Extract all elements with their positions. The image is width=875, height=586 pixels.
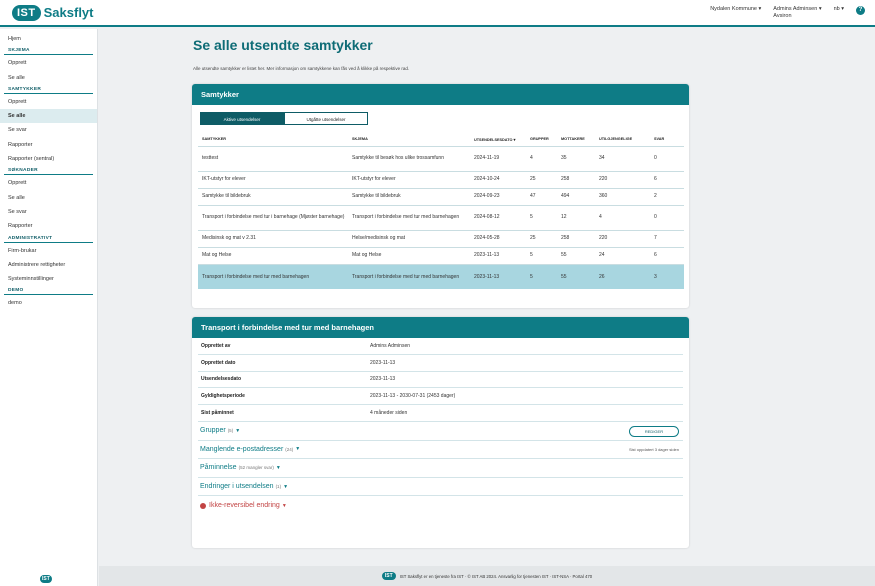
detail-label: Opprettet av: [201, 342, 231, 349]
consents-card: [192, 84, 689, 308]
footer: [99, 566, 875, 586]
sidebar-item-samtykker-rapporter-sentral[interactable]: Rapporter (sentral): [8, 156, 55, 163]
consents-tabs: [200, 112, 368, 125]
detail-value: 2023-11-13 - 2030-07-31 (2453 dager): [370, 393, 456, 400]
cell-dato: 2024-08-12: [470, 205, 526, 230]
cell-samtykke: Mat og Helse: [198, 247, 348, 264]
cell-samtykke: testtest: [198, 146, 348, 171]
sidebar-item-systeminnstillinger[interactable]: Systeminnstillinger: [8, 276, 54, 283]
sidebar-item-samtykker-se-alle[interactable]: Se alle: [0, 109, 97, 123]
cell-svar: 2: [650, 188, 684, 205]
app-logo[interactable]: [12, 5, 94, 21]
cell-dato: 2023-11-13: [470, 247, 526, 264]
cell-skjema: Transport i forbindelse med tur med barnehagen: [348, 205, 470, 230]
cell-utilgjengelige: 360: [595, 188, 650, 205]
accordion-groups-label: Grupper: [200, 427, 226, 435]
accordion-changes-label: Endringer i utsendelsen: [200, 483, 274, 491]
col-header-dato[interactable]: UTSENDELSESDATO ▾: [474, 137, 516, 142]
sidebar-item-demo[interactable]: demo: [8, 300, 22, 307]
last-updated-note: Sist oppdatert 3 dager siden: [628, 446, 679, 452]
cell-utilgjengelige: 24: [595, 247, 650, 264]
sidebar-section-demo: DEMO: [4, 286, 93, 295]
sidebar-item-samtykker-se-svar[interactable]: Se svar: [8, 127, 27, 134]
sidebar-item-home[interactable]: Hjem: [8, 36, 21, 42]
accordion-reminder-count: (52 mangler svar): [238, 465, 274, 471]
detail-label: Opprettet dato: [201, 359, 236, 366]
accordion-missing-label: Manglende e-postadresser: [200, 445, 284, 453]
edit-groups-button[interactable]: REDIGER: [629, 426, 679, 437]
detail-row-last-reminded: [198, 405, 683, 422]
cell-svar: 6: [650, 247, 684, 264]
sidebar-item-firm-brukar[interactable]: Firm-brukar: [8, 247, 37, 254]
accordion-groups[interactable]: [198, 422, 683, 441]
detail-row-validity: [198, 388, 683, 405]
cell-skjema: Helse/medisinsk og mat: [348, 230, 470, 247]
detail-card: [192, 317, 689, 548]
chevron-down-icon: ▼: [275, 464, 281, 471]
cell-grupper: 5: [526, 247, 557, 264]
main-content: [99, 29, 875, 586]
col-header-samtykker[interactable]: SAMTYKKER: [202, 137, 227, 142]
detail-value: 2023-11-13: [370, 376, 396, 383]
chevron-down-icon: ▼: [283, 483, 289, 490]
cell-dato: 2024-10-24: [470, 171, 526, 188]
cell-svar: 3: [650, 264, 684, 289]
cell-samtykke: Transport i forbindelse med tur med barnehagen: [198, 264, 348, 289]
cell-svar: 0: [650, 146, 684, 171]
cell-dato: 2024-11-19: [470, 146, 526, 171]
user-menu[interactable]: [773, 6, 821, 20]
accordion-missing-count: (24): [285, 446, 294, 452]
cell-skjema: Samtykke til besøk hos ulike trossamfunn: [348, 146, 470, 171]
cell-mottakere: 494: [557, 188, 595, 205]
logo-badge: IST: [12, 5, 41, 21]
sidebar-item-soknader-opprett[interactable]: Opprett: [8, 180, 27, 187]
help-icon[interactable]: ?: [856, 6, 865, 15]
col-header-mottakere[interactable]: MOTTAKERE: [561, 137, 585, 142]
cell-grupper: 47: [526, 188, 557, 205]
detail-card-header: Transport i forbindelse med tur med barnehagen: [192, 317, 689, 338]
cell-samtykke: Samtykke til bildebruk: [198, 188, 348, 205]
sidebar-footer-logo: IST: [42, 576, 50, 582]
accordion-irreversible[interactable]: [198, 496, 683, 515]
cell-samtykke: Medisinsk og mat v 2.31: [198, 230, 348, 247]
detail-row-send-date: [198, 372, 683, 389]
cell-dato: 2024-09-23: [470, 188, 526, 205]
accordion-changes-count: (1): [275, 484, 282, 490]
cell-skjema: IKT-utstyr for elever: [348, 171, 470, 188]
user-name: Admins Adminsen ▾: [773, 6, 822, 12]
cell-skjema: Samtykke til bildebruk: [348, 188, 470, 205]
cell-dato: 2024-05-28: [470, 230, 526, 247]
logo-text: Saksflyt: [43, 5, 94, 20]
cell-grupper: 4: [526, 146, 557, 171]
chevron-down-icon: ▼: [295, 446, 301, 453]
cell-dato: 2023-11-13: [470, 264, 526, 289]
col-header-svar[interactable]: SVAR: [654, 137, 665, 142]
cell-mottakere: 35: [557, 146, 595, 171]
cell-utilgjengelige: 26: [595, 264, 650, 289]
table-row[interactable]: [198, 188, 684, 205]
detail-row-created-date: [198, 355, 683, 372]
table-row[interactable]: [198, 146, 684, 171]
col-header-utilgjengelige[interactable]: UTILGJENGELIGE: [599, 137, 633, 142]
consents-table: [198, 133, 684, 289]
accordion-reminder-label: Påminnelse: [200, 464, 237, 472]
detail-value: Admins Adminsen: [370, 342, 411, 349]
col-header-skjema[interactable]: SKJEMA: [352, 137, 368, 142]
cell-samtykke: IKT-utstyr for elever: [198, 171, 348, 188]
cell-utilgjengelige: 220: [595, 230, 650, 247]
footer-logo: IST: [382, 572, 396, 580]
detail-label: Sist påminnet: [201, 410, 234, 417]
top-bar: [0, 0, 875, 27]
detail-label: Gyldighetsperiode: [201, 393, 245, 400]
table-row[interactable]: [198, 205, 684, 230]
table-row-selected[interactable]: [198, 264, 684, 289]
cell-mottakere: 258: [557, 230, 595, 247]
sidebar-item-rettigheter[interactable]: Administrere rettigheter: [8, 261, 66, 268]
chevron-down-icon: ▼: [281, 502, 287, 509]
cell-utilgjengelige: 4: [595, 205, 650, 230]
cell-mottakere: 55: [557, 264, 595, 289]
chevron-down-icon: ▼: [235, 427, 241, 434]
cell-grupper: 5: [526, 205, 557, 230]
cell-mottakere: 55: [557, 247, 595, 264]
sidebar-section-skjema: SKJEMA: [4, 46, 93, 55]
table-row[interactable]: [198, 247, 684, 264]
sidebar-item-samtykker-rapporter[interactable]: Rapporter: [8, 141, 33, 148]
cell-utilgjengelige: 34: [595, 146, 650, 171]
col-header-grupper[interactable]: GRUPPER: [530, 137, 549, 142]
accordion-changes[interactable]: [198, 478, 683, 497]
cell-skjema: Mat og Helse: [348, 247, 470, 264]
cell-mottakere: 12: [557, 205, 595, 230]
sidebar-item-samtykker-opprett[interactable]: Opprett: [8, 98, 27, 105]
table-row[interactable]: [198, 230, 684, 247]
cell-samtykke: Transport i forbindelse med tur i barnehage (Mjøster barnehage): [198, 205, 348, 230]
sidebar-item-soknader-se-svar[interactable]: Se svar: [8, 208, 27, 215]
accordion-missing-emails[interactable]: [198, 441, 683, 460]
warning-icon: [200, 503, 206, 509]
accordion-groups-count: (5): [227, 428, 234, 434]
sidebar-item-soknader-rapporter[interactable]: Rapporter: [8, 223, 33, 230]
table-header-row: [198, 133, 684, 146]
accordion-reminder[interactable]: [198, 459, 683, 478]
page-description: Alle utsendte samtykker er listet her. Mer informasjon om samtykkene kan fås ved å klikke på respektive rad.: [193, 66, 410, 71]
cell-svar: 7: [650, 230, 684, 247]
sidebar-section-administrativt: ADMINISTRATIVT: [4, 234, 93, 243]
accordion-irreversible-label: Ikke-reversibel endring: [209, 502, 280, 510]
cell-svar: 0: [650, 205, 684, 230]
cell-mottakere: 258: [557, 171, 595, 188]
detail-value: 2023-11-13: [370, 359, 396, 366]
sidebar: [0, 29, 98, 586]
tab-active-sendouts[interactable]: Aktive utsendelser: [200, 112, 284, 125]
cell-grupper: 5: [526, 264, 557, 289]
cell-grupper: 25: [526, 230, 557, 247]
sidebar-item-skjema-se-alle[interactable]: Se alle: [8, 74, 25, 81]
consents-card-header: Samtykker: [192, 84, 689, 105]
municipality-menu[interactable]: Nydalen Kommune ▾: [710, 6, 762, 12]
cell-utilgjengelige: 220: [595, 171, 650, 188]
sidebar-item-skjema-opprett[interactable]: Opprett: [8, 60, 27, 67]
detail-row-created-by: [198, 338, 683, 355]
footer-text: IST Saksflyt er en tjeneste fra IST · © IST AB 2024. Ansvarlig for tjenesten IST · IST-NSA · Portal 470: [399, 573, 593, 579]
detail-label: Utsendelsesdato: [201, 376, 242, 383]
language-menu[interactable]: nb ▾: [833, 6, 844, 12]
sidebar-section-samtykker: SAMTYKKER: [4, 85, 93, 94]
detail-value: 4 måneder siden: [370, 410, 408, 417]
sidebar-section-soknader: SØKNADER: [4, 166, 93, 175]
cell-grupper: 25: [526, 171, 557, 188]
sidebar-item-soknader-se-alle[interactable]: Se alle: [8, 194, 25, 201]
page-title: Se alle utsendte samtykker: [193, 37, 373, 53]
user-role: Avsiron: [773, 13, 792, 19]
cell-skjema: Transport i forbindelse med tur med barnehagen: [348, 264, 470, 289]
table-row[interactable]: [198, 171, 684, 188]
cell-svar: 6: [650, 171, 684, 188]
tab-expired-sendouts[interactable]: Utgåtte utsendelser: [284, 112, 368, 125]
